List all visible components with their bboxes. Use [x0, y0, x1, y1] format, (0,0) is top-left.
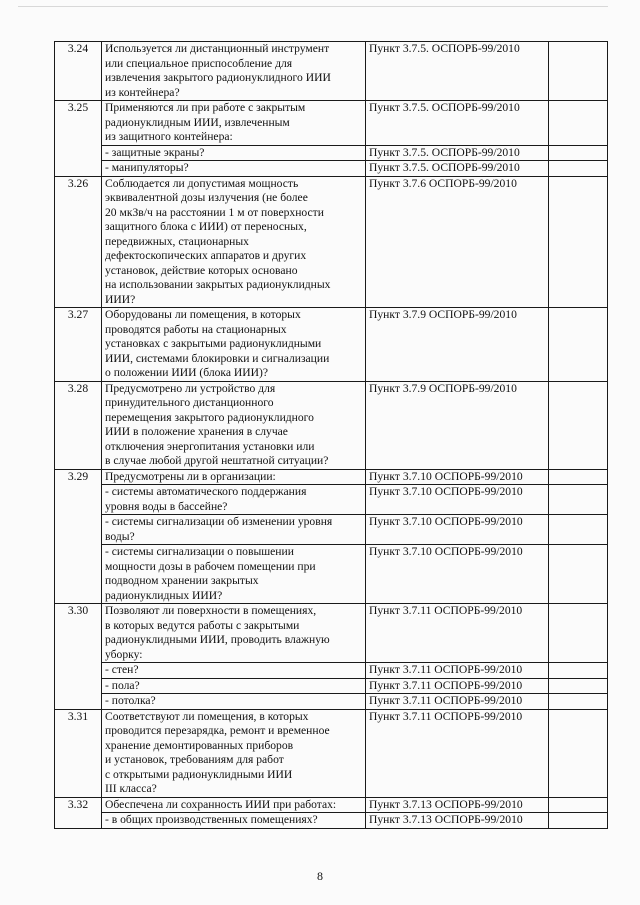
item-number: 3.31: [55, 709, 102, 797]
question-cell: - защитные экраны?: [102, 145, 366, 161]
reference-cell: Пункт 3.7.5. ОСПОРБ-99/2010: [366, 145, 549, 161]
answer-cell: [549, 604, 608, 663]
question-cell: - манипуляторы?: [102, 161, 366, 177]
reference-cell: Пункт 3.7.5. ОСПОРБ-99/2010: [366, 42, 549, 101]
reference-cell: Пункт 3.7.5. ОСПОРБ-99/2010: [366, 161, 549, 177]
answer-cell: [549, 145, 608, 161]
reference-cell: Пункт 3.7.10 ОСПОРБ-99/2010: [366, 515, 549, 545]
question-cell: - системы автоматического поддержания уровня воды в бассейне?: [102, 485, 366, 515]
table-row: [55, 176, 608, 308]
answer-cell: [549, 485, 608, 515]
table-row: [55, 813, 608, 829]
question-cell: - стен?: [102, 663, 366, 679]
item-number: 3.28: [55, 381, 102, 469]
answer-cell: [549, 381, 608, 469]
reference-cell: Пункт 3.7.6 ОСПОРБ-99/2010: [366, 176, 549, 308]
table-row: [55, 797, 608, 813]
item-number: 3.30: [55, 604, 102, 710]
answer-cell: [549, 678, 608, 694]
answer-cell: [549, 42, 608, 101]
answer-cell: [549, 797, 608, 813]
answer-cell: [549, 545, 608, 604]
reference-cell: Пункт 3.7.11 ОСПОРБ-99/2010: [366, 694, 549, 710]
answer-cell: [549, 663, 608, 679]
table-row: [55, 145, 608, 161]
reference-cell: Пункт 3.7.11 ОСПОРБ-99/2010: [366, 709, 549, 797]
table-row: [55, 42, 608, 101]
question-cell: Предусмотрено ли устройство для принудительного дистанционного перемещения закрытого радионуклидного ИИИ в положение хранения в случае отключения энергопитания установки или в случае любой другой нештатной ситуации?: [102, 381, 366, 469]
question-cell: Используется ли дистанционный инструмент или специальное приспособление для извлечения закрытого радионуклидного ИИИ из контейнера?: [102, 42, 366, 101]
reference-cell: Пункт 3.7.9 ОСПОРБ-99/2010: [366, 308, 549, 382]
item-number: 3.32: [55, 797, 102, 828]
reference-cell: Пункт 3.7.11 ОСПОРБ-99/2010: [366, 678, 549, 694]
answer-cell: [549, 101, 608, 146]
reference-cell: Пункт 3.7.10 ОСПОРБ-99/2010: [366, 469, 549, 485]
reference-cell: Пункт 3.7.13 ОСПОРБ-99/2010: [366, 797, 549, 813]
item-number: 3.24: [55, 42, 102, 101]
question-cell: - пола?: [102, 678, 366, 694]
question-cell: Предусмотрены ли в организации:: [102, 469, 366, 485]
scan-edge-line: [18, 6, 608, 7]
question-cell: - потолка?: [102, 694, 366, 710]
checklist-body: [55, 42, 608, 829]
answer-cell: [549, 308, 608, 382]
table-row: [55, 694, 608, 710]
answer-cell: [549, 813, 608, 829]
reference-cell: Пункт 3.7.9 ОСПОРБ-99/2010: [366, 381, 549, 469]
table-row: [55, 485, 608, 515]
question-cell: Соблюдается ли допустимая мощность эквивалентной дозы излучения (не более 20 мкЗв/ч на расстоянии 1 м от поверхности защитного блока с ИИИ) от переносных, передвижных, стационарных дефектоскопических аппаратов и других установок, действие которых основано на использовании закрытых радионуклидных ИИИ?: [102, 176, 366, 308]
question-cell: Оборудованы ли помещения, в которых проводятся работы на стационарных установках с закрытыми радионуклидными ИИИ, системами блокировки и сигнализации о положении ИИИ (блока ИИИ)?: [102, 308, 366, 382]
table-row: [55, 678, 608, 694]
reference-cell: Пункт 3.7.11 ОСПОРБ-99/2010: [366, 604, 549, 663]
table-row: [55, 308, 608, 382]
checklist-table: [54, 41, 608, 829]
item-number: 3.26: [55, 176, 102, 308]
table-row: [55, 663, 608, 679]
table-row: [55, 545, 608, 604]
table-row: [55, 101, 608, 146]
reference-cell: Пункт 3.7.11 ОСПОРБ-99/2010: [366, 663, 549, 679]
table-row: [55, 709, 608, 797]
answer-cell: [549, 176, 608, 308]
question-cell: - системы сигнализации об изменении уровня воды?: [102, 515, 366, 545]
table-row: [55, 604, 608, 663]
reference-cell: Пункт 3.7.10 ОСПОРБ-99/2010: [366, 485, 549, 515]
question-cell: Позволяют ли поверхности в помещениях, в которых ведутся работы с закрытыми радионуклидными ИИИ, проводить влажную уборку:: [102, 604, 366, 663]
answer-cell: [549, 709, 608, 797]
table-row: [55, 469, 608, 485]
table-row: [55, 381, 608, 469]
reference-cell: Пункт 3.7.5. ОСПОРБ-99/2010: [366, 101, 549, 146]
answer-cell: [549, 469, 608, 485]
item-number: 3.29: [55, 469, 102, 604]
question-cell: Соответствуют ли помещения, в которых проводится перезарядка, ремонт и временное хранение демонтированных приборов и установок, требованиям для работ с открытыми радионуклидными ИИИ III класса?: [102, 709, 366, 797]
answer-cell: [549, 161, 608, 177]
question-cell: Применяются ли при работе с закрытым радионуклидным ИИИ, извлеченным из защитного контейнера:: [102, 101, 366, 146]
table-row: [55, 515, 608, 545]
question-cell: - в общих производственных помещениях?: [102, 813, 366, 829]
reference-cell: Пункт 3.7.13 ОСПОРБ-99/2010: [366, 813, 549, 829]
page-number: 8: [317, 869, 323, 883]
item-number: 3.25: [55, 101, 102, 177]
reference-cell: Пункт 3.7.10 ОСПОРБ-99/2010: [366, 545, 549, 604]
table-row: [55, 161, 608, 177]
item-number: 3.27: [55, 308, 102, 382]
question-cell: - системы сигнализации о повышении мощности дозы в рабочем помещении при подводном хранении закрытых радионуклидных ИИИ?: [102, 545, 366, 604]
answer-cell: [549, 694, 608, 710]
question-cell: Обеспечена ли сохранность ИИИ при работах:: [102, 797, 366, 813]
answer-cell: [549, 515, 608, 545]
